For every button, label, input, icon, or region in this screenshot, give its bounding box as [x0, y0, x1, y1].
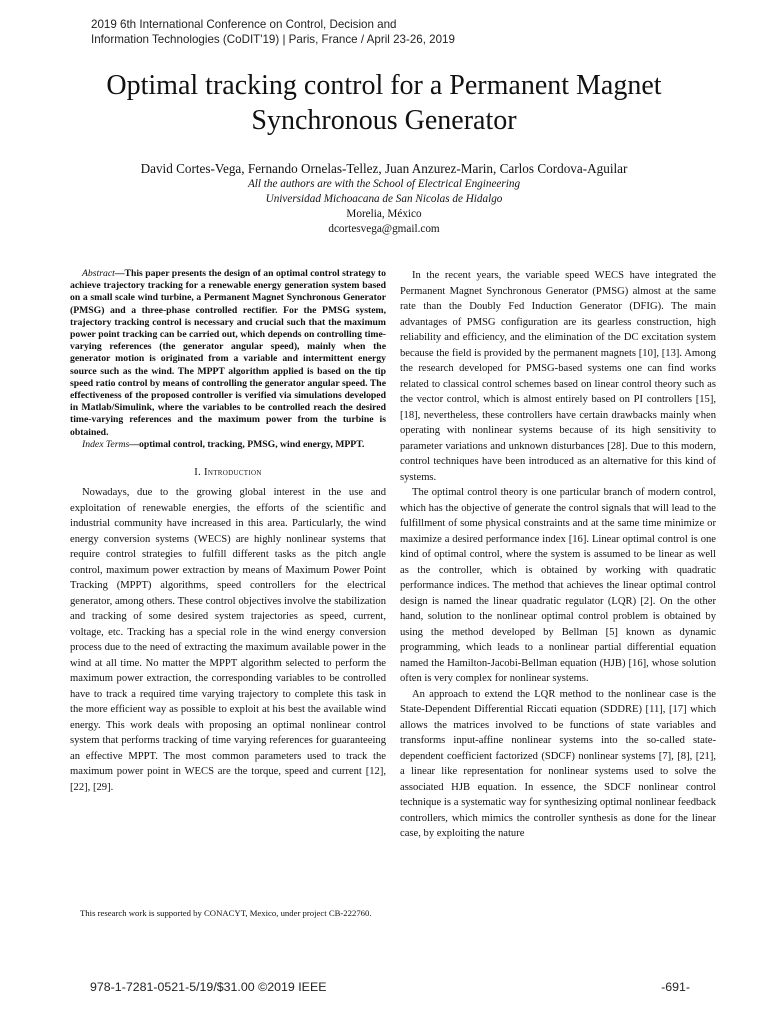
funding-footnote: This research work is supported by CONACYT, Mexico, under project CB-222760. [80, 908, 372, 918]
affiliation-school: All the authors are with the School of Electrical Engineering [247, 178, 521, 190]
page-number: -691- [661, 980, 690, 994]
abstract [70, 268, 386, 439]
left-column [70, 268, 386, 795]
affiliation-university: Universidad Michoacana de San Nicolas de Hidalgo [265, 193, 503, 205]
conference-header [91, 17, 651, 47]
index-terms-text: —optimal control, tracking, PMSG, wind energy, MPPT. [129, 438, 365, 450]
right-paragraph-1: In the recent years, the variable speed WECS have integrated the Permanent Magnet Synchronous Generator (PMSG) almost at the same rate than the Doubly Fed Induction Generator (DFIG). The main advantages of PMSG configuration are its gearless construction, high reliability and efficiency, and the elimination of the DC excitation system because the field is provided by the permanent magnets [10], [13]. Among the research developed for PMSG-based systems one can find works related to classical control schemes based on linear control theory such as the vector control, which is almost entirely based on PI controllers [15], [18], nevertheless, these controllers have certain drawbacks mainly when operating with nonlinear systems because of its high sensitivity to parameter variations and unknown disturbances [28]. Due to this modern, control techniques have been introduced as an alternative for this kind of systems. [400, 270, 716, 483]
index-terms-label: Index Terms [82, 438, 130, 450]
abstract-label: Abstract [82, 268, 115, 279]
affiliation-location: Morelia, México [346, 208, 422, 220]
right-paragraph-3: An approach to extend the LQR method to the nonlinear case is the State-Dependent Differential Riccati equation (SDDRE) [11], [17] which allows the matrices involved to be functions of state variables and transforms input-affine nonlinear systems into the so-called state-dependent coefficient factorized (SDCF) nonlinear systems [7], [8], [21], a linear like representation for nonlinear systems used to solve the associated HJB equation. In essence, the SDCF nonlinear control technique is a systematic way for synthesizing optimal nonlinear feedback controllers, which mimics the controller synthesis as done for the linear case, by exploiting the nature [400, 688, 716, 839]
conference-line-2: Information Technologies (CoDIT'19) | Paris, France / April 23-26, 2019 [91, 33, 455, 46]
title-line-2: Synchronous Generator [251, 105, 517, 136]
right-paragraph-2: The optimal control theory is one particular branch of modern control, which has the objective of generate the control signals that will lead to the fulfillment of some physical constraints and at the same time minimize or maximize a desired performance index [16]. Linear optimal control is one kind of optimal control, where the system is assumed to be linear as well as the controller, which is obtained by working with quadratic performance indices. The method that achieves the linear optimal control design is named the linear quadratic regulator (LQR) [2]. On the other hand, solution to the nonlinear optimal control problem is obtained by using the method developed by Bellman [5] known as dynamic programming, which leads to a nonlinear partial differential equation named the Hamilton-Jacobi-Bellman equation (HJB) [16], whose solution often is very complex for nonlinear systems. [400, 487, 716, 684]
section-heading-introduction: I. Introduction [194, 467, 262, 479]
author-block [40, 160, 728, 237]
page-footer [90, 980, 690, 998]
intro-paragraph-1: Nowadays, due to the growing global interest in the use and exploitation of renewable energies, the efforts of the scientific and industrial community have increased in this area. Particularly, the wind energy conversion systems (WECS) are highly nonlinear systems that require control strategies to fulfill different tasks as the pitch angle control, maximum power extraction by means of Maximum Power Point Tracking (MPPT) algorithms, speed controllers for the electrical generator, among others. These control objectives involve the stabilization and tracking of some desired system trajectories as speed, current, voltage, etc. Tracking has a special role in the wind energy conversion process due to the need of extracting the maximum available power in the wind at all time. No matter the MPPT algorithm selected to perform the maximum power extraction, the corresponding variables to be controlled have to track a required time varying trajectory to complete this task in the more efficient way as possible to exploit at his best the available wind energy. This work deals with proposing an optimal nonlinear control system that performs tracking of time varying references for guaranteeing an effective MPPT. The most common parameters used to track the maximum power point in WECS are the torque, speed and current [12], [22], [29]. [70, 487, 386, 793]
isbn-copyright: 978-1-7281-0521-5/19/$31.00 ©2019 IEEE [90, 980, 327, 994]
paper-title [40, 68, 728, 138]
author-names: David Cortes-Vega, Fernando Ornelas-Tellez, Juan Anzurez-Marin, Carlos Cordova-Aguilar [140, 161, 628, 176]
title-line-1: Optimal tracking control for a Permanent Magnet [106, 70, 662, 101]
author-email: dcortesvega@gmail.com [328, 223, 440, 235]
abstract-text: —This paper presents the design of an optimal control strategy to achieve trajectory tracking for a renewable energy generation system based on a small scale wind turbine, a Permanent Magnet Synchronous Generator (PMSG) and a three-phase controlled rectifier. For the PMSG system, trajectory tracking control is necessary and crucial such that the maximum power point tracking can be carried out, which depends on controlling time-varying references (the generator angular speed), mainly when the generator motion is originated from a variable and intermittent energy source such as the wind. The MPPT algorithm applied is based on the tip speed ratio control by means of controlling the generator angular speed. The effectiveness of the proposed controller is verified via simulations developed in Matlab/Simulink, where the variables to be controlled reach the desired time-varying references and the maximum power from the turbine is obtained. [70, 268, 386, 438]
index-terms [70, 439, 386, 451]
right-column [400, 268, 716, 842]
conference-line-1: 2019 6th International Conference on Control, Decision and [91, 18, 397, 31]
